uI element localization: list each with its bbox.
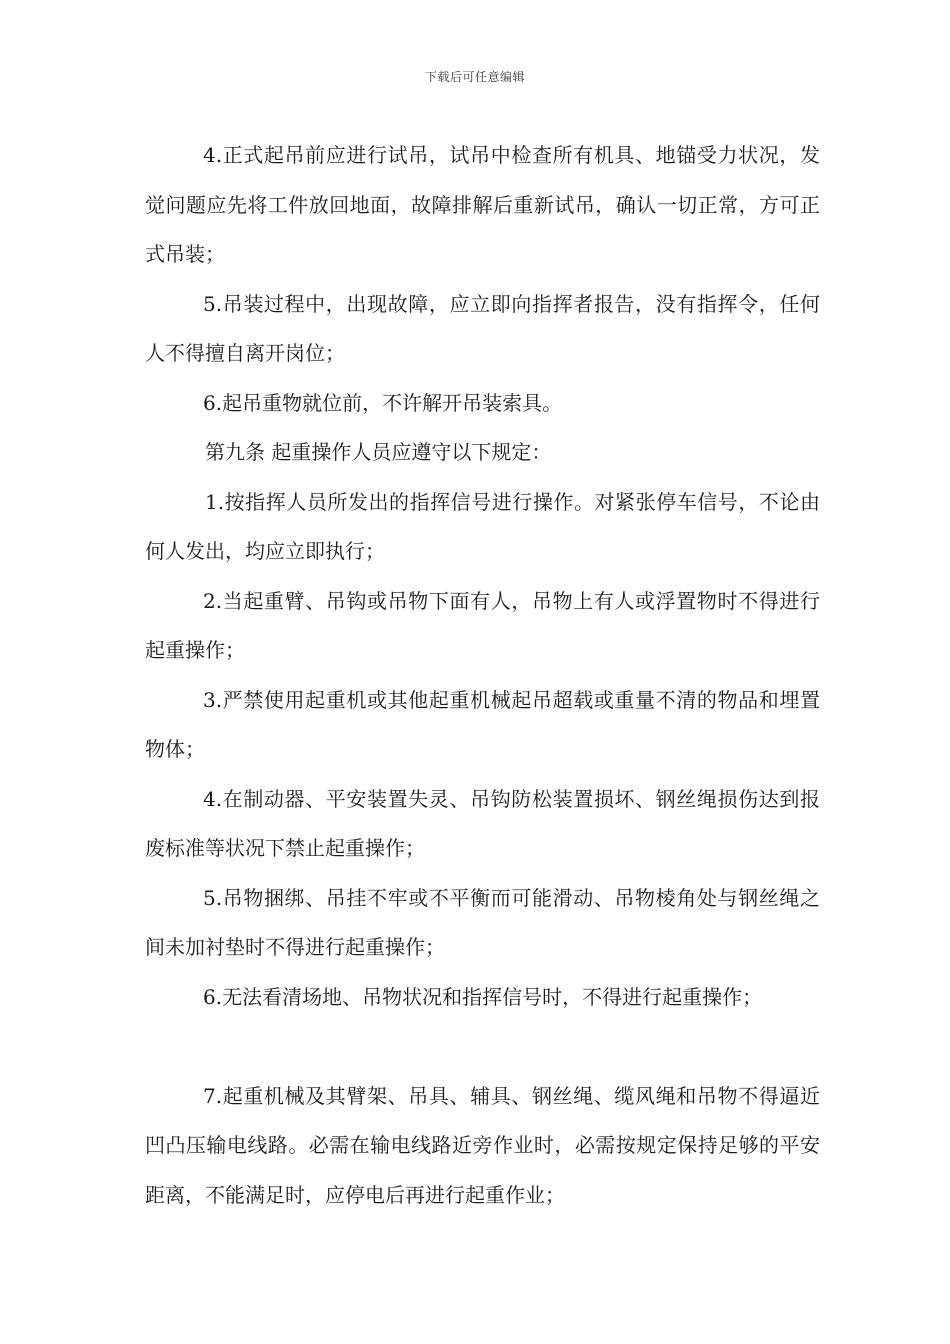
rule-item-6: 6.无法看清场地、吊物状况和指挥信号时，不得进行起重操作；: [203, 984, 763, 1009]
rule-item-4: 4.在制动器、平安装置失灵、吊钩防松装置损坏、钢丝绳损伤达到报废标准等状况下禁止起重操作；: [145, 786, 820, 860]
rule-item-3: 3.严禁使用起重机或其他起重机械起吊超载或重量不清的物品和埋置物体；: [145, 687, 820, 761]
article-nine-heading: 第九条 起重操作人员应遵守以下规定：: [205, 440, 552, 464]
page-header: 下载后可任意编辑: [424, 70, 525, 84]
paragraph-item-6: 6.起吊重物就位前，不许解开吊装索具。: [203, 390, 563, 415]
rule-item-1: 1.按指挥人员所发出的指挥信号进行操作。对紧张停车信号，不论由何人发出，均应立即执行；: [145, 489, 820, 563]
blank-line: [145, 1022, 820, 1072]
rule-item-2: 2.当起重臂、吊钩或吊物下面有人，吊物上有人或浮置物时不得进行起重操作；: [145, 588, 820, 662]
paragraph-item-5: 5.吊装过程中，出现故障，应立即向指挥者报告，没有指挥令，任何人不得擅自离开岗位；: [145, 291, 820, 365]
rule-item-7: 7.起重机械及其臂架、吊具、辅具、钢丝绳、缆风绳和吊物不得逼近凹凸压输电线路。必需在输电线路近旁作业时，必需按规定保持足够的平安距离，不能满足时，应停电后再进行起重作业；: [145, 1083, 820, 1207]
paragraph-item-4: 4.正式起吊前应进行试吊，试吊中检查所有机具、地锚受力状况，发觉问题应先将工件放回地面，故障排解后重新试吊，确认一切正常，方可正式吊装；: [145, 143, 820, 266]
rule-item-5: 5.吊物捆绑、吊挂不牢或不平衡而可能滑动、吊物棱角处与钢丝绳之间未加衬垫时不得进行起重操作；: [145, 885, 820, 959]
document-body: [145, 131, 820, 1220]
